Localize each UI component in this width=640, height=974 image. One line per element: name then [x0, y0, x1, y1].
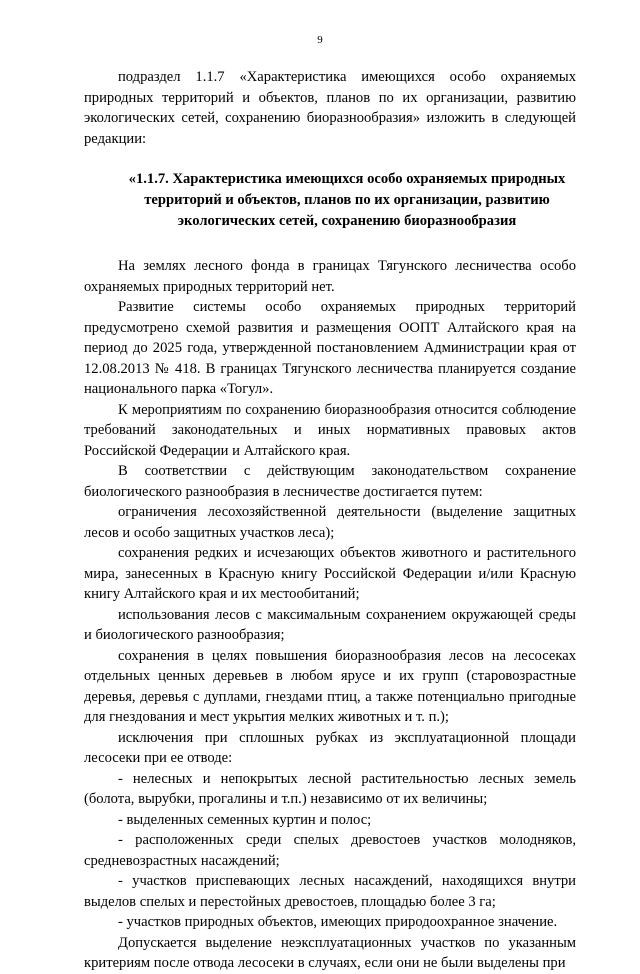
sub-list-item: - участков природных объектов, имеющих природоохранное значение.: [118, 914, 558, 930]
list-item: сохранения в целях повышения биоразнообразия лесов на лесосеках отдельных ценных деревьев в любом ярусе и их групп (старовозрастные деревья, деревья с дуплами, гнездами птиц, а также потенциально пригодные для гнездования и мест укрытия мелких животных и т. п.);: [84, 647, 576, 725]
sub-list-item: - участков приспевающих лесных насаждений, находящихся внутри выделов спелых и перестойных древостоев, площадью более 3 га;: [84, 873, 576, 910]
page-number: 9: [317, 34, 323, 46]
paragraph: Развитие системы особо охраняемых природных территорий предусмотрено схемой развития и размещения ООПТ Алтайского края на период до 2025 года, утвержденной постановлением Администрации края от 12.08.2013 № 418. В границах Тягунского лесничества планируется создание национального парка «Тогул».: [84, 299, 576, 397]
list-item: исключения при сплошных рубках из эксплуатационной площади лесосеки при ее отводе:: [84, 729, 576, 766]
list-item: ограничения лесохозяйственной деятельности (выделение защитных лесов и особо защитных участков леса);: [84, 504, 576, 541]
paragraph: Допускается выделение неэксплуатационных участков по указанным критериям после отвода лесосеки в случаях, если они не были выделены при: [84, 934, 576, 971]
paragraph: В соответствии с действующим законодательством сохранение биологического разнообразия в лесничестве достигается путем:: [84, 463, 576, 500]
document-body: [84, 67, 576, 974]
section-heading: «1.1.7. Характеристика имеющихся особо охраняемых природных территорий и объектов, планов по их организации, развитию экологических сетей, сохранению биоразнообразия: [128, 171, 566, 229]
paragraph: К мероприятиям по сохранению биоразнообразия относится соблюдение требований законодательных и иных нормативных правовых актов Российской Федерации и Алтайского края.: [84, 401, 576, 459]
sub-list-item: - выделенных семенных куртин и полос;: [118, 811, 372, 828]
sub-list-item: - нелесных и непокрытых лесной растительностью лесных земель (болота, вырубки, прогалины и т.п.) независимо от их величины;: [84, 770, 576, 807]
sub-list-item: - расположенных среди спелых древостоев участков молодняков, средневозрастных насаждений;: [84, 832, 576, 869]
paragraph: На землях лесного фонда в границах Тягунского лесничества особо охраняемых природных территорий нет.: [84, 258, 576, 295]
intro-paragraph: подраздел 1.1.7 «Характеристика имеющихся особо охраняемых природных территорий и объектов, планов по их организации, развитию экологических сетей, сохранению биоразнообразия» изложить в следующей редакции:: [84, 69, 576, 147]
list-item: использования лесов с максимальным сохранением окружающей среды и биологического разнообразия;: [84, 606, 576, 643]
list-item: сохранения редких и исчезающих объектов животного и растительного мира, занесенных в Красную книгу Российской Федерации и/или Красную книгу Алтайского края и их местообитаний;: [84, 545, 576, 602]
